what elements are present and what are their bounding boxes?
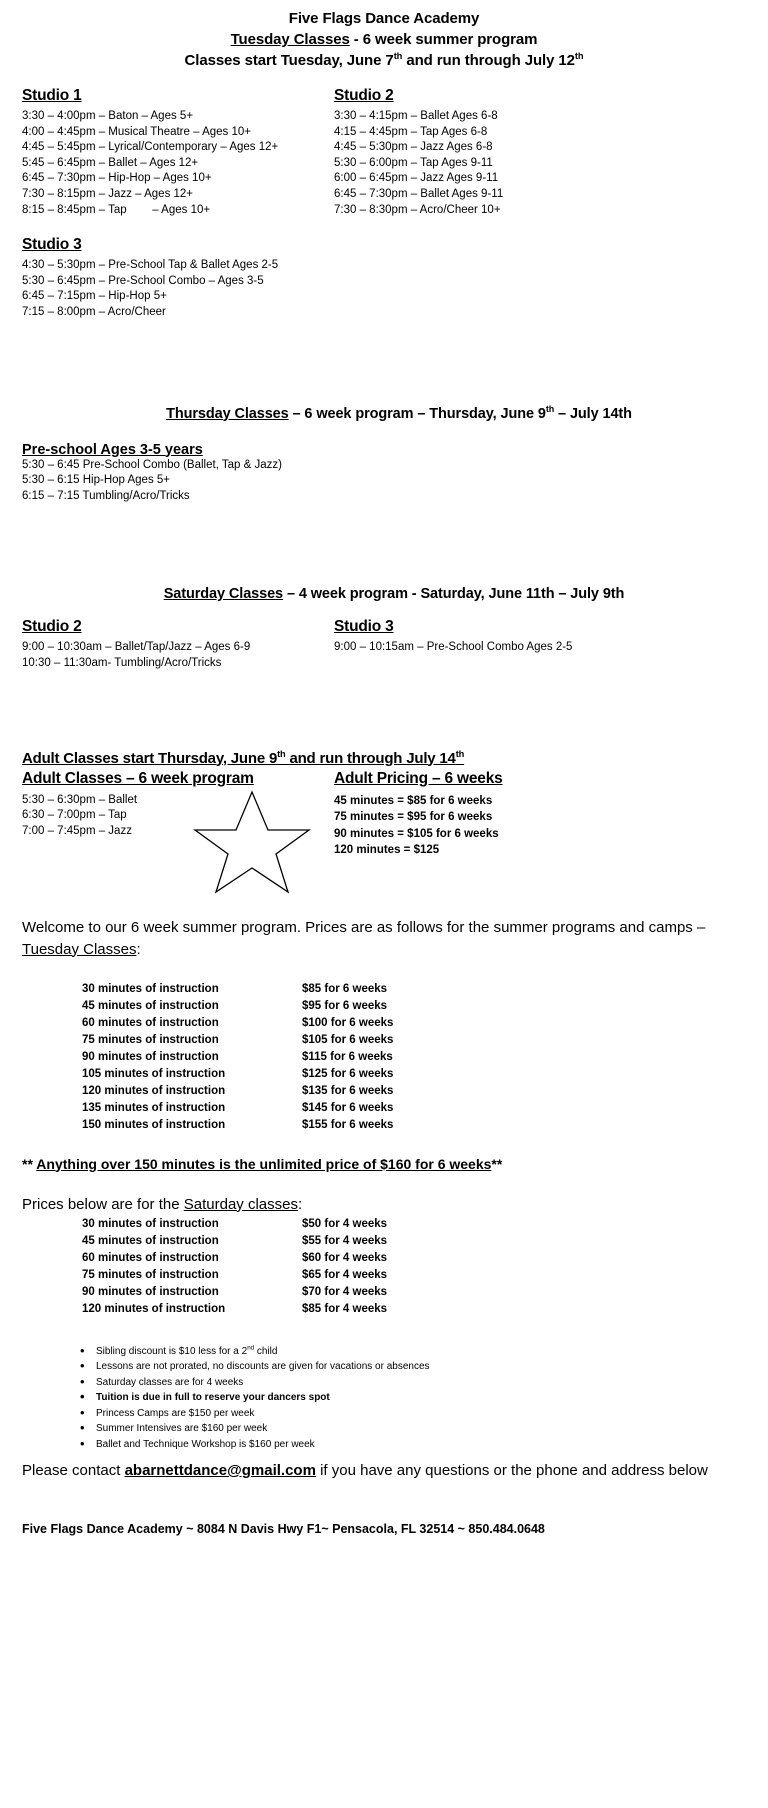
adult-classes-column: [22, 770, 334, 859]
table-row: [82, 1015, 746, 1032]
contact-paragraph: [22, 1460, 746, 1482]
list-item: [80, 1421, 746, 1437]
bullet-text: Princess Camps are $150 per week: [96, 1407, 255, 1419]
amount-cell: $65 for 4 weeks: [302, 1268, 388, 1281]
thursday-section: [22, 403, 746, 505]
policy-bullet-list: [22, 1344, 746, 1453]
ordinal-suffix: th: [277, 748, 286, 759]
class-line: 10:30 – 11:30am- Tumbling/Acro/Tricks: [22, 656, 222, 669]
class-line: 8:15 – 8:45pm – Tap – Ages 10+: [22, 203, 211, 216]
minutes-cell: 60 minutes of instruction: [82, 1016, 219, 1029]
tuesday-dates-line: [22, 50, 746, 71]
price-line: 75 minutes = $95 for 6 weeks: [334, 811, 493, 823]
studio-3-column: [22, 236, 746, 320]
bullet-text: Lessons are not prorated, no discounts are given for vacations or absences: [96, 1361, 430, 1372]
ordinal-suffix: th: [455, 748, 465, 759]
bullet-text: Sibling discount is $10 less for a 2: [96, 1345, 248, 1357]
amount-cell: $60 for 4 weeks: [302, 1251, 388, 1264]
minutes-cell: 105 minutes of instruction: [82, 1067, 226, 1080]
ordinal-suffix: nd: [247, 1344, 255, 1352]
minutes-cell: 150 minutes of instruction: [82, 1118, 226, 1131]
minutes-cell: 60 minutes of instruction: [82, 1251, 219, 1264]
star-outline-icon: [192, 786, 312, 901]
academy-name: Five Flags Dance Academy: [288, 10, 480, 27]
tuesday-classes-link: Tuesday Classes: [22, 940, 137, 958]
table-row: [82, 1216, 746, 1233]
studio-3-title: Studio 3: [334, 618, 394, 636]
preschool-title: Pre-school Ages 3-5 years: [22, 441, 203, 458]
welcome-text-post: :: [136, 940, 141, 958]
minutes-cell: 75 minutes of instruction: [82, 1033, 219, 1046]
class-line: 6:30 – 7:00pm – Tap: [22, 809, 127, 822]
class-line: 4:00 – 4:45pm – Musical Theatre – Ages 10+: [22, 125, 251, 138]
document-header: [22, 8, 746, 71]
minutes-cell: 90 minutes of instruction: [82, 1285, 219, 1298]
amount-cell: $125 for 6 weeks: [302, 1067, 394, 1080]
amount-cell: $135 for 6 weeks: [302, 1084, 394, 1097]
welcome-paragraph: [22, 917, 746, 961]
amount-cell: $155 for 6 weeks: [302, 1118, 394, 1131]
class-line: 6:45 – 7:30pm – Hip-Hop – Ages 10+: [22, 172, 212, 185]
class-line: 5:30 – 6:00pm – Tap Ages 9-11: [334, 156, 493, 169]
saturday-pricing-intro: [22, 1196, 746, 1213]
saturday-intro-post: :: [297, 1195, 303, 1213]
table-row: [82, 1100, 746, 1117]
contact-post: if you have any questions or the phone and address below: [315, 1462, 708, 1479]
class-line: 5:30 – 6:45pm – Pre-School Combo – Ages 3-5: [22, 274, 264, 287]
amount-cell: $85 for 6 weeks: [302, 982, 388, 995]
class-line: 3:30 – 4:00pm – Baton – Ages 5+: [22, 110, 194, 122]
saturday-classes-link: Saturday classes: [183, 1195, 298, 1213]
class-line: 4:15 – 4:45pm – Tap Ages 6-8: [334, 125, 488, 138]
bullet-text: Tuition is due in full to reserve your dancers spot: [96, 1392, 330, 1403]
amount-cell: $115 for 6 weeks: [302, 1050, 393, 1063]
ordinal-suffix: th: [393, 51, 403, 61]
saturday-studio-grid: [22, 618, 746, 671]
class-line: 7:00 – 7:45pm – Jazz: [22, 824, 132, 837]
saturday-pricing-table: [82, 1216, 746, 1318]
studio-2-title: Studio 2: [334, 87, 394, 104]
minutes-cell: 120 minutes of instruction: [82, 1084, 226, 1097]
bullet-text: Summer Intensives are $160 per week: [96, 1423, 268, 1434]
class-line: 6:00 – 6:45pm – Jazz Ages 9-11: [334, 172, 499, 185]
table-row: [82, 1267, 746, 1284]
class-line: 9:00 – 10:15am – Pre-School Combo Ages 2-5: [334, 641, 573, 654]
bullet-text: Ballet and Technique Workshop is $160 per week: [96, 1438, 315, 1450]
list-item: [80, 1375, 746, 1391]
adult-dates-pre: Adult Classes start Thursday, June 9: [22, 749, 278, 767]
amount-cell: $70 for 4 weeks: [302, 1285, 388, 1298]
amount-cell: $105 for 6 weeks: [302, 1033, 394, 1046]
saturday-section: [22, 586, 746, 671]
list-item: [80, 1344, 746, 1360]
table-row: [82, 1083, 746, 1100]
amount-cell: $95 for 6 weeks: [302, 999, 388, 1012]
class-line: 4:45 – 5:45pm – Lyrical/Contemporary – Ages 12+: [22, 141, 279, 154]
studio-3-title: Studio 3: [22, 236, 82, 254]
adult-classes-title: Adult Classes – 6 week program: [22, 769, 254, 787]
amount-cell: $100 for 6 weeks: [302, 1016, 394, 1029]
saturday-intro-pre: Prices below are for the: [22, 1195, 184, 1213]
adult-pricing-column: [334, 770, 714, 859]
minutes-cell: 135 minutes of instruction: [82, 1101, 226, 1114]
minutes-cell: 45 minutes of instruction: [82, 999, 219, 1012]
adult-grid: [22, 770, 746, 859]
class-line: 4:45 – 5:30pm – Jazz Ages 6-8: [334, 141, 493, 154]
class-line: 7:15 – 8:00pm – Acro/Cheer: [22, 305, 166, 318]
saturday-classes-label: Saturday Classes: [163, 586, 284, 603]
table-row: [82, 1066, 746, 1083]
class-line: 6:45 – 7:30pm – Ballet Ages 9-11: [334, 187, 504, 200]
table-row: [82, 1032, 746, 1049]
adult-dates-mid: and run through July 14: [285, 749, 456, 767]
class-line: 5:30 – 6:45 Pre-School Combo (Ballet, Tap & Jazz): [22, 458, 282, 471]
unlimited-note-text: Anything over 150 minutes is the unlimited price of $160 for 6 weeks: [36, 1155, 492, 1172]
table-row: [82, 1117, 746, 1134]
minutes-cell: 90 minutes of instruction: [82, 1050, 219, 1063]
table-row: [82, 1301, 746, 1318]
tuesday-studio-grid: [22, 87, 746, 218]
amount-cell: $50 for 4 weeks: [302, 1217, 388, 1230]
table-row: [82, 1049, 746, 1066]
ordinal-suffix: th: [574, 51, 584, 61]
class-line: 4:30 – 5:30pm – Pre-School Tap & Ballet Ages 2-5: [22, 259, 279, 272]
class-line: 5:30 – 6:15 Hip-Hop Ages 5+: [22, 474, 171, 487]
class-line: 5:30 – 6:30pm – Ballet: [22, 793, 138, 806]
thursday-heading-end: – July 14th: [554, 405, 632, 422]
tuesday-dates-pre: Classes start Tuesday, June 7: [184, 52, 394, 69]
thursday-classes-label: Thursday Classes: [166, 405, 289, 422]
thursday-heading-mid: – 6 week program – Thursday, June 9: [288, 405, 546, 422]
tuesday-header-line: [22, 29, 746, 50]
table-row: [82, 1250, 746, 1267]
minutes-cell: 45 minutes of instruction: [82, 1234, 219, 1247]
adult-section: [22, 750, 746, 859]
amount-cell: $85 for 4 weeks: [302, 1302, 388, 1315]
list-item: [80, 1406, 746, 1422]
price-line: 90 minutes = $105 for 6 weeks: [334, 827, 499, 840]
amount-cell: $55 for 4 weeks: [302, 1234, 388, 1247]
price-line: 120 minutes = $125: [334, 844, 440, 856]
class-line: 3:30 – 4:15pm – Ballet Ages 6-8: [334, 110, 498, 122]
saturday-studio-2-column: [22, 618, 334, 671]
welcome-text-pre: Welcome to our 6 week summer program. Prices are as follows for the summer programs and camps –: [22, 918, 706, 936]
amount-cell: $145 for 6 weeks: [302, 1101, 394, 1114]
email-link[interactable]: abarnettdance@gmail.com: [124, 1462, 316, 1479]
class-line: 6:45 – 7:15pm – Hip-Hop 5+: [22, 290, 167, 303]
table-row: [82, 998, 746, 1015]
unlimited-price-note: [22, 1156, 746, 1172]
table-row: [82, 1284, 746, 1301]
saturday-heading: [22, 586, 746, 602]
thursday-heading: [22, 403, 746, 422]
studio-1-column: [22, 87, 334, 218]
asterisks-prefix: **: [22, 1155, 37, 1172]
studio-1-title: Studio 1: [22, 87, 82, 104]
adult-dates-heading: [22, 750, 746, 767]
class-line: 7:30 – 8:30pm – Acro/Cheer 10+: [334, 203, 501, 216]
table-row: [82, 1233, 746, 1250]
list-item: [80, 1390, 746, 1406]
tuesday-dates-mid: and run through July 12: [402, 52, 575, 69]
tuesday-classes-label: Tuesday Classes: [230, 31, 350, 48]
minutes-cell: 30 minutes of instruction: [82, 1217, 219, 1230]
minutes-cell: 30 minutes of instruction: [82, 982, 219, 995]
saturday-studio-3-column: [334, 618, 714, 671]
class-line: 6:15 – 7:15 Tumbling/Acro/Tricks: [22, 489, 190, 502]
minutes-cell: 75 minutes of instruction: [82, 1268, 219, 1281]
class-line: 9:00 – 10:30am – Ballet/Tap/Jazz – Ages 6-9: [22, 641, 251, 654]
bullet-text: Saturday classes are for 4 weeks: [96, 1376, 244, 1388]
bullet-text-post: child: [254, 1345, 278, 1357]
studio-2-title: Studio 2: [22, 618, 82, 636]
studio-2-column: [334, 87, 714, 218]
contact-pre: Please contact: [22, 1462, 125, 1479]
table-row: [82, 981, 746, 998]
saturday-heading-rest: – 4 week program - Saturday, June 11th – July 9th: [283, 586, 625, 603]
asterisks-suffix: **: [491, 1155, 503, 1172]
minutes-cell: 120 minutes of instruction: [82, 1302, 226, 1315]
ordinal-suffix: th: [545, 403, 555, 414]
class-line: 7:30 – 8:15pm – Jazz – Ages 12+: [22, 187, 194, 200]
list-item: [80, 1437, 746, 1453]
class-line: 5:45 – 6:45pm – Ballet – Ages 12+: [22, 156, 199, 169]
list-item: [80, 1359, 746, 1375]
adult-pricing-title: Adult Pricing – 6 weeks: [334, 769, 503, 787]
tuesday-pricing-table: [82, 981, 746, 1134]
price-line: 45 minutes = $85 for 6 weeks: [334, 794, 493, 807]
footer-address: Five Flags Dance Academy ~ 8084 N Davis Hwy F1~ Pensacola, FL 32514 ~ 850.484.0648: [22, 1522, 545, 1536]
tuesday-header-rest: - 6 week summer program: [349, 31, 538, 48]
